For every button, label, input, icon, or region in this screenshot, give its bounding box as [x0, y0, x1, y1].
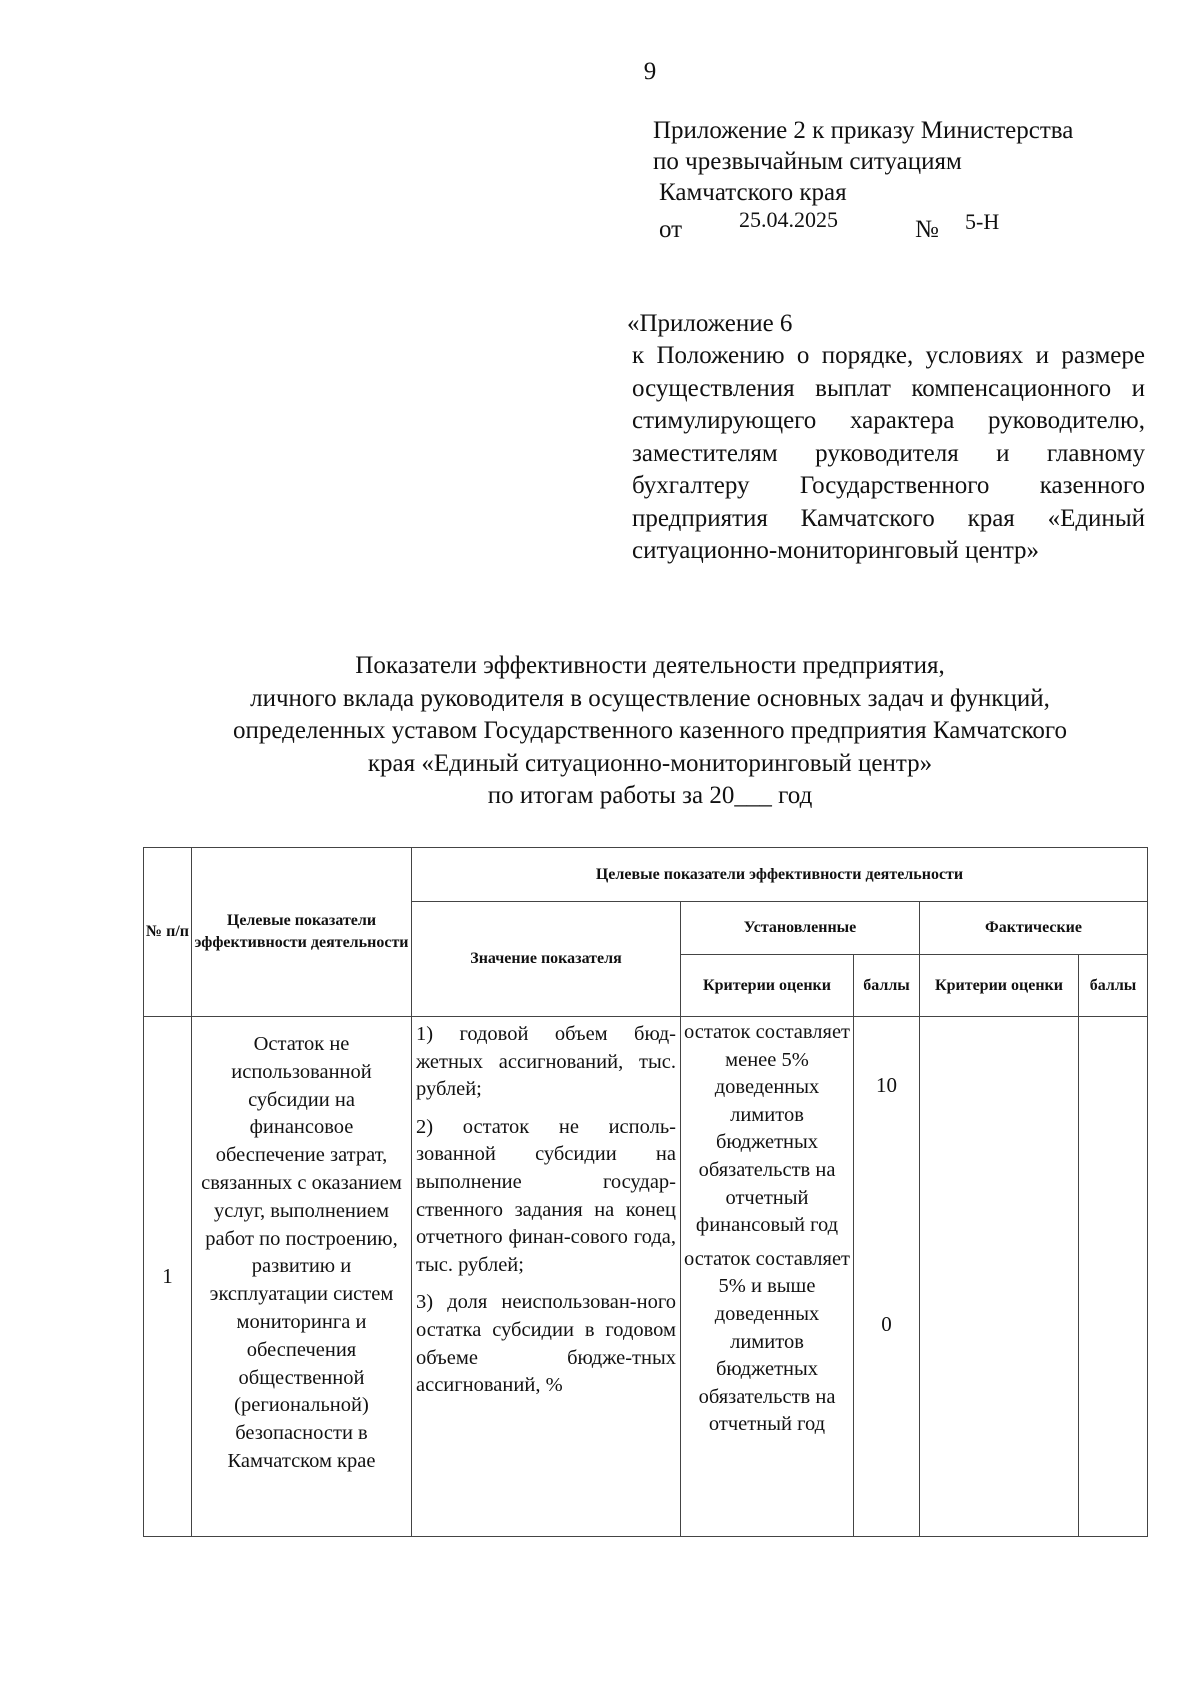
row-target: Остаток не использованной субсидии на финансовое обеспечение затрат, связанных с оказанием услуг, выполнением работ по построению, развитию и эксплуатации систем мониторинга и обеспечения общественной (региональной) безопасности в Камчатском крае — [192, 1017, 412, 1537]
indicators-table — [143, 847, 1148, 1537]
approval-line-2: по чрезвычайным ситуациям — [653, 148, 962, 175]
row-criteria-2: остаток составляет 5% и выше доведенных лимитов бюджетных обязательств на отчетный год — [683, 1247, 851, 1436]
row-points — [854, 1017, 920, 1537]
row-points-1: 10 — [876, 1073, 897, 1097]
annex-text: к Положению о порядке, условиях и размере осуществления выплат компенсационного и стимулирующего характера руководителю, заместителям руководителя и главному бухгалтеру Государственного казенного предприятия Камчатского края «Единый ситуационно-мониторинговый центр» — [632, 342, 1145, 564]
row-num: 1 — [144, 1017, 192, 1537]
header-actual: Фактические — [920, 902, 1148, 955]
row-criteria-1: остаток составляет менее 5% доведенных лимитов бюджетных обязательств на отчетный финансовый год — [683, 1021, 851, 1237]
header-actual-points: баллы — [1079, 955, 1148, 1017]
approval-number: 5-Н — [965, 209, 1000, 234]
approval-line-3: Камчатского края — [659, 179, 847, 206]
header-value: Значение показателя — [412, 902, 681, 1017]
header-target: Целевые показатели эффективности деятельности — [192, 848, 412, 1017]
approval-date-line — [659, 207, 1173, 243]
document-title-line-5: по итогам работы за 20___ год — [487, 782, 813, 809]
page-number: 9 — [643, 58, 657, 85]
document-title-line-4: края «Единый ситуационно-мониторинговый центр» — [367, 749, 933, 777]
approval-ot-label: от — [659, 216, 683, 243]
approval-number-sign: № — [915, 216, 939, 243]
approval-line-1: Приложение 2 к приказу Министерства — [653, 117, 1074, 144]
document-title — [130, 650, 1170, 813]
row-value-3: 3) доля неиспользован-ного остатка субсидии в годовом объеме бюдже-тных ассигнований, % — [416, 1291, 676, 1397]
header-criteria: Критерии оценки — [681, 955, 854, 1017]
table-row — [144, 1017, 1148, 1537]
row-points-2: 0 — [881, 1312, 892, 1336]
document-title-line-1: Показатели эффективности деятельности предприятия, — [355, 652, 945, 679]
header-established: Установленные — [681, 902, 920, 955]
document-title-line-2: личного вклада руководителя в осуществление основных задач и функций, — [250, 684, 1050, 712]
row-actual-points — [1079, 1017, 1148, 1537]
row-values — [412, 1017, 681, 1537]
annex-block — [627, 308, 1145, 568]
header-group: Целевые показатели эффективности деятельности — [412, 848, 1148, 902]
header-num: № п/п — [144, 848, 192, 1017]
row-criteria — [681, 1017, 854, 1537]
header-actual-criteria: Критерии оценки — [920, 955, 1079, 1017]
header-row-a — [144, 848, 1148, 902]
approval-block — [653, 115, 1173, 243]
approval-date: 25.04.2025 — [739, 207, 838, 232]
document-title-line-3: определенных уставом Государственного казенного предприятия Камчатского — [232, 717, 1068, 744]
annex-title: «Приложение 6 — [627, 310, 793, 337]
row-actual-criteria — [920, 1017, 1079, 1537]
row-value-1: 1) годовой объем бюд-жетных ассигнований, тыс. рублей; — [416, 1023, 676, 1101]
header-points: баллы — [854, 955, 920, 1017]
row-value-2: 2) остаток не исполь-зованной субсидии на выполнение государ-ственного задания на конец отчетного финан-сового года, тыс. рублей; — [416, 1115, 676, 1276]
